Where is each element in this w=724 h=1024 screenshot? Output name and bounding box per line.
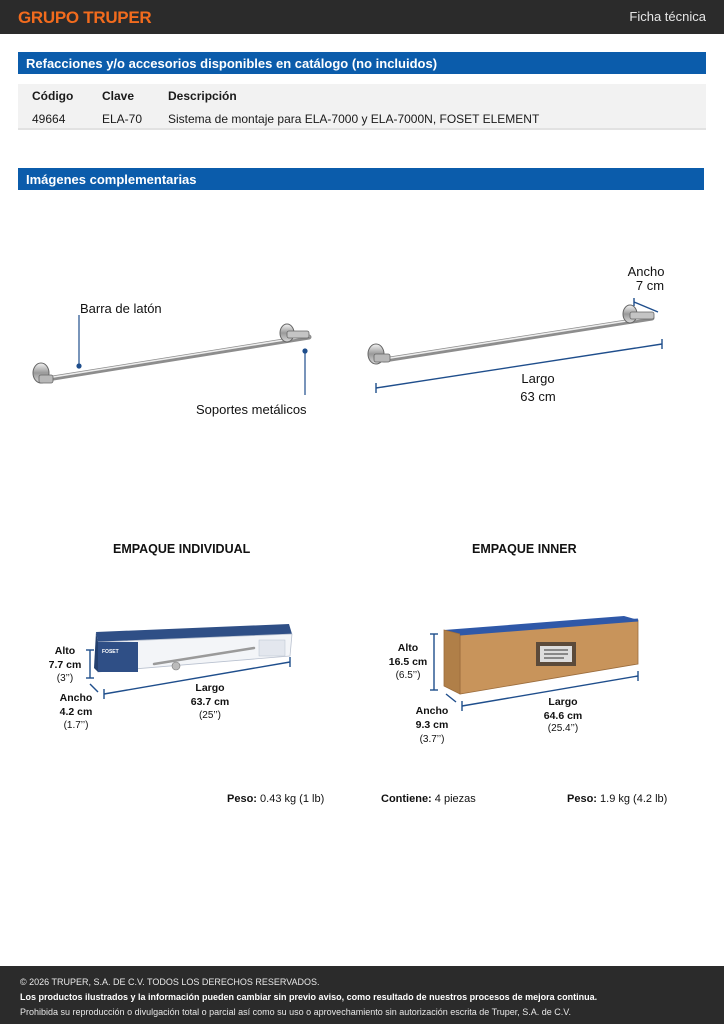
individual-width-label: Ancho	[59, 692, 93, 704]
accessories-table	[18, 84, 706, 130]
label-brass-bar: Barra de latón	[80, 301, 162, 316]
individual-height-in: (3’’)	[56, 673, 74, 684]
box-brand-text: FOSET	[102, 649, 119, 655]
label-width: Ancho	[627, 264, 665, 279]
individual-length-label: Largo	[195, 682, 225, 694]
individual-height-cm: 7.7 cm	[48, 659, 82, 671]
footer-copyright: © 2026 TRUPER, S.A. DE C.V. TODOS LOS DERECHOS RESERVADOS.	[20, 977, 320, 987]
individual-width-in: (1.7’’)	[63, 720, 89, 731]
inner-weight-label: Peso:	[567, 793, 597, 805]
inner-contents-value: 4 piezas	[434, 793, 476, 805]
column-header-key: Clave	[102, 89, 135, 103]
column-header-code: Código	[32, 89, 74, 103]
inner-length-cm: 64.6 cm	[543, 710, 583, 722]
individual-height-label: Alto	[54, 645, 76, 657]
individual-package-title: EMPAQUE INDIVIDUAL	[113, 542, 251, 556]
column-header-description: Descripción	[168, 89, 237, 103]
cell-code: 49664	[32, 112, 66, 126]
footer	[0, 966, 724, 1024]
document-type-title: Ficha técnica	[629, 9, 706, 24]
accessories-section-header: Refacciones y/o accesorios disponibles en catálogo (no incluidos)	[18, 52, 706, 74]
inner-length-label: Largo	[548, 696, 578, 708]
individual-width-cm: 4.2 cm	[59, 706, 93, 718]
inner-weight-value: 1.9 kg (4.2 lb)	[600, 793, 668, 805]
label-length-value: 63 cm	[520, 389, 556, 404]
inner-height-in: (6.5’’)	[395, 670, 421, 681]
inner-height-cm: 16.5 cm	[388, 656, 428, 668]
label-metal-supports: Soportes metálicos	[196, 402, 307, 417]
inner-length-in: (25.4’’)	[547, 723, 579, 734]
towel-bar-illustration-left	[25, 315, 325, 395]
inner-width-label: Ancho	[415, 705, 449, 717]
individual-length-in: (25’’)	[198, 710, 222, 721]
inner-width-in: (3.7’’)	[419, 734, 445, 745]
images-section-header: Imágenes complementarias	[18, 168, 704, 190]
individual-length-cm: 63.7 cm	[190, 696, 230, 708]
inner-package-title: EMPAQUE INNER	[472, 542, 577, 556]
individual-weight-value: 0.43 kg (1 lb)	[260, 793, 325, 805]
footer-notice: Los productos ilustrados y la información pueden cambiar sin previo aviso, como resultado de nuestros procesos de mejora continua.	[20, 992, 598, 1002]
cell-key: ELA-70	[102, 112, 143, 126]
individual-weight-label: Peso:	[227, 793, 257, 805]
individual-weight	[227, 793, 324, 805]
table-row	[18, 107, 706, 130]
inner-height-label: Alto	[397, 642, 419, 654]
footer-rights: Prohibida su reproducción o divulgación total o parcial así como su uso o aprovechamiento sin autorización escrita de Truper, S.A. de C.V.	[20, 1007, 571, 1017]
cell-description: Sistema de montaje para ELA-7000 y ELA-7000N, FOSET ELEMENT	[168, 112, 540, 126]
inner-contents-label: Contiene:	[381, 793, 432, 805]
inner-contents	[381, 793, 476, 805]
label-width-value: 7 cm	[635, 278, 665, 293]
label-length: Largo	[521, 371, 555, 386]
inner-weight	[567, 793, 667, 805]
table-header-row	[18, 84, 706, 107]
inner-width-cm: 9.3 cm	[415, 719, 449, 731]
truper-logo: GRUPO TRUPER	[18, 8, 152, 27]
top-bar	[0, 0, 724, 34]
